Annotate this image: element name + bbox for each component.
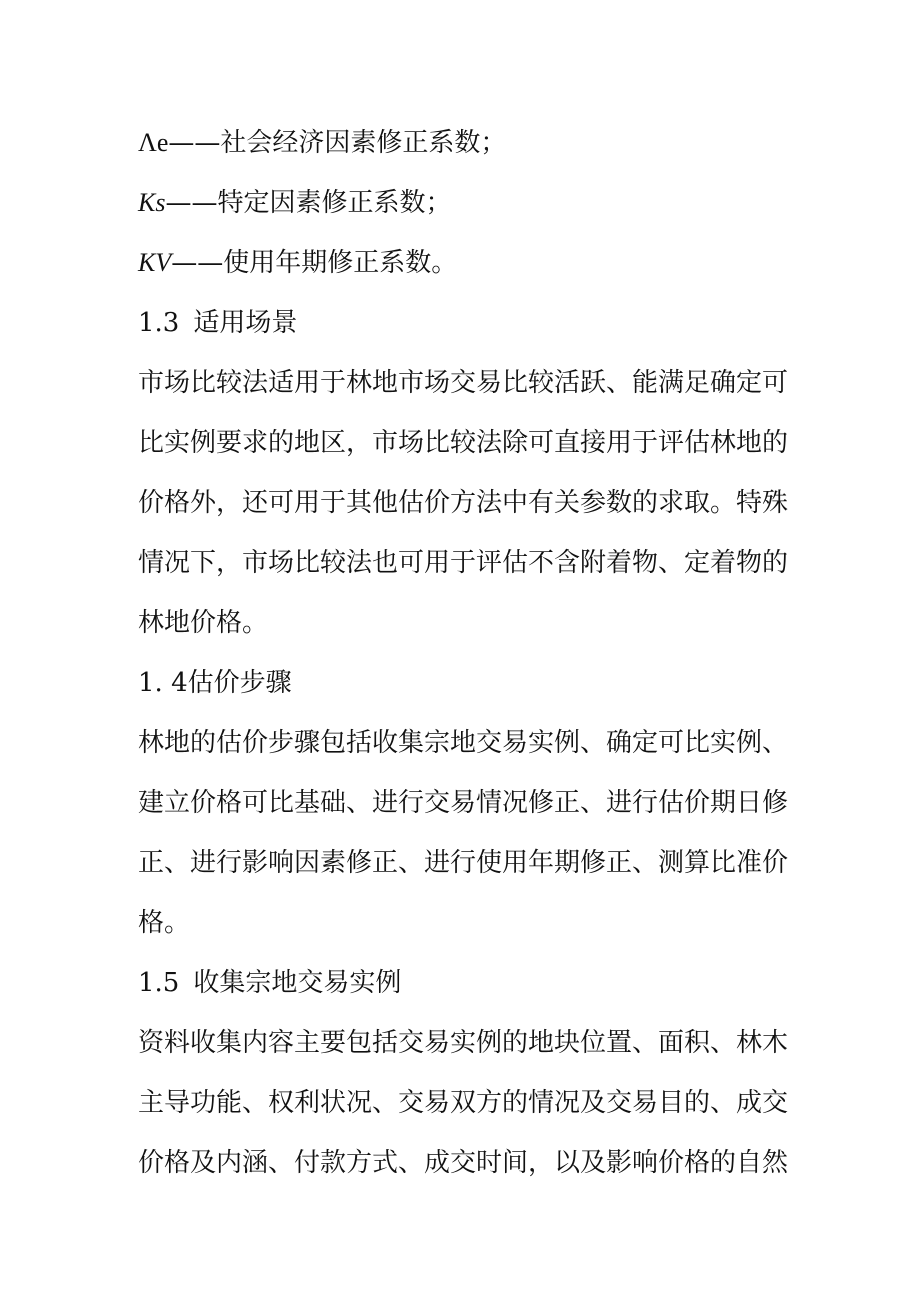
paragraph-line: 正、进行影响因素修正、进行使用年期修正、测算比准价 bbox=[138, 848, 789, 878]
symbol-kv: KV bbox=[138, 248, 172, 277]
section-heading-1-3 bbox=[138, 308, 297, 338]
definition-ks bbox=[138, 188, 451, 218]
definition-text: 社会经济因素修正系数； bbox=[220, 128, 507, 158]
definition-ae bbox=[138, 128, 506, 158]
paragraph-line: 价格外，还可用于其他估价方法中有关参数的求取。特殊 bbox=[138, 488, 789, 518]
symbol-ks: Ks bbox=[138, 188, 166, 217]
section-heading-1-4 bbox=[138, 668, 292, 698]
paragraph-line: 市场比较法适用于林地市场交易比较活跃、能满足确定可 bbox=[138, 368, 789, 398]
paragraph-line: 资料收集内容主要包括交易实例的地块位置、面积、林木 bbox=[138, 1028, 789, 1058]
definition-text: 使用年期修正系数。 bbox=[223, 248, 458, 278]
definition-text: 特定因素修正系数； bbox=[217, 188, 452, 218]
paragraph-line: 林地的估价步骤包括收集宗地交易实例、确定可比实例、 bbox=[138, 728, 789, 758]
section-title: 估价步骤 bbox=[187, 668, 292, 698]
paragraph-line: 主导功能、权利状况、交易双方的情况及交易目的、成交 bbox=[138, 1088, 789, 1118]
definition-dash: —— bbox=[171, 248, 224, 278]
paragraph-line: 情况下，市场比较法也可用于评估不含附着物、定着物的 bbox=[138, 548, 789, 578]
section-title: 适用场景 bbox=[193, 308, 298, 338]
definition-dash: —— bbox=[168, 128, 221, 158]
definition-kv bbox=[138, 248, 457, 278]
definition-dash: —— bbox=[165, 188, 218, 218]
paragraph-line: 林地价格。 bbox=[138, 608, 269, 638]
paragraph-line: 格。 bbox=[138, 908, 191, 938]
section-number: 1.3 bbox=[138, 308, 180, 338]
section-heading-1-5 bbox=[138, 968, 401, 998]
section-title: 收集宗地交易实例 bbox=[193, 968, 402, 998]
symbol-ae: Λe bbox=[138, 128, 169, 157]
section-number: 1. 4 bbox=[138, 668, 188, 698]
paragraph-line: 建立价格可比基础、进行交易情况修正、进行估价期日修 bbox=[138, 788, 789, 818]
section-number: 1.5 bbox=[138, 968, 180, 998]
paragraph-line: 价格及内涵、付款方式、成交时间，以及影响价格的自然 bbox=[138, 1148, 789, 1178]
paragraph-line: 比实例要求的地区，市场比较法除可直接用于评估林地的 bbox=[138, 428, 789, 458]
